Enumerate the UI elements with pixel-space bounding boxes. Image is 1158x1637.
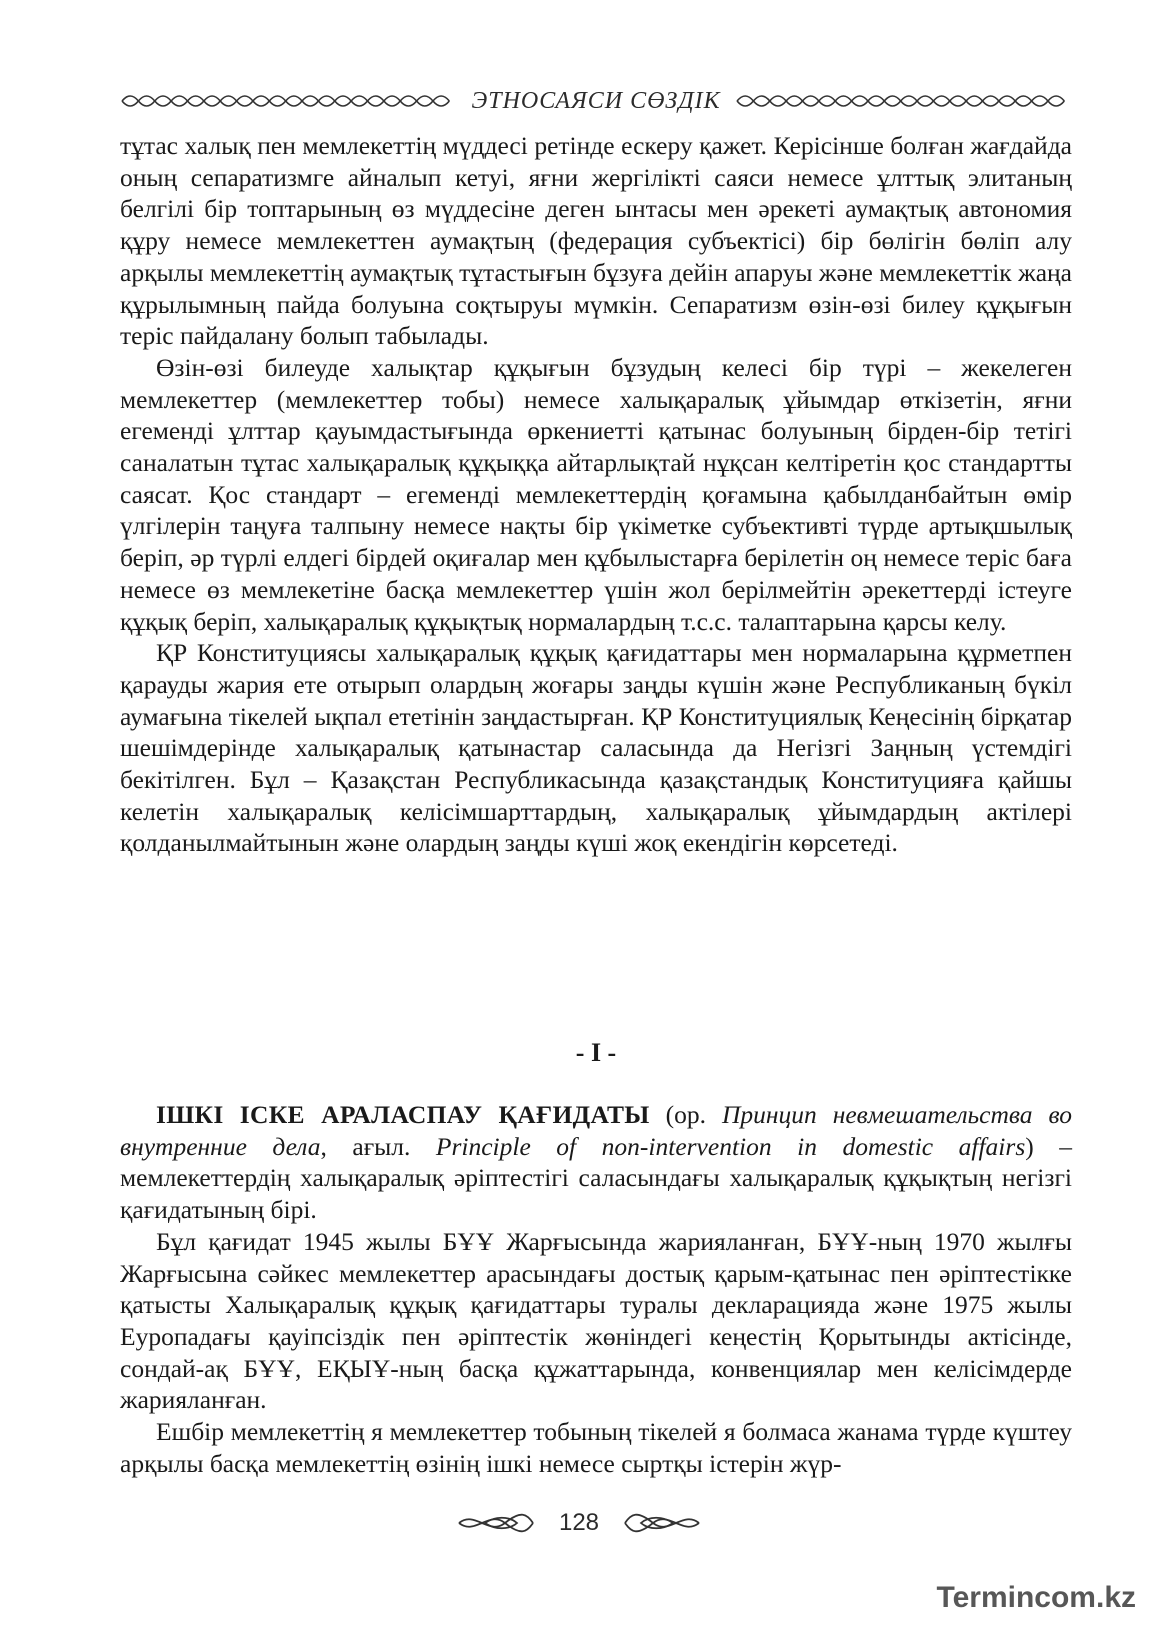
- section-letter-heading: - І -: [575, 1038, 617, 1067]
- entry-headword: ІШКІ ІСКЕ АРАЛАСПАУ ҚАҒИДАТЫ: [156, 1100, 650, 1129]
- page-number: 128: [558, 1509, 600, 1536]
- body-text: [120, 130, 1072, 859]
- paragraph: тұтас халық пен мемлекеттің мүддесі ретінде ескеру қажет. Керісінше болған жағдайда оның сепаратизмге айналып кетуі, яғни жергілікті саяси немесе ұлттық элитаның белгілі бір топтарының өз мүддесіне деген ынтасы мен әрекеті аумақтық автономия құру немесе мемлекеттен аумақтың (федерация субъектісі) бір бөлігін бөліп алу арқылы мемлекеттің аумақтық тұтастығын бұзуға дейін апаруы және мемлекеттік жаңа құрылымның пайда болуына соқтыруы мүмкін. Сепаратизм өзін-өзі билеу құқығын теріс пайдалану болып табылады.: [120, 131, 1072, 351]
- russian-prefix: (ор.: [665, 1100, 706, 1129]
- dictionary-entry: [120, 1099, 1072, 1479]
- english-term: Principle of non-intervention in domestic affairs: [435, 1131, 1026, 1161]
- russian-term: Принцип невмешательства во внутренние дела: [120, 1100, 1072, 1161]
- watermark-text: Termincom.kz: [936, 1581, 1136, 1614]
- ornamental-band-icon: [735, 90, 1073, 112]
- english-prefix: , ағыл.: [320, 1131, 411, 1161]
- watermark-logo: [937, 1581, 1137, 1615]
- flourish-icon: [621, 1510, 703, 1536]
- page-footer: [0, 1505, 1158, 1541]
- paragraph: ҚР Конституциясы халықаралық құқық қағидаттары мен нормаларына құрметпен қарауды жария ете отырып олардың жоғары заңды күшін және Республиканың бүкіл аумағына тікелей ықпал ететінін заңдастырған. ҚР Конституциялық Кеңесінің бірқатар шешімдерінде халықаралық қатынастар саласында да Негізгі Заңның үстемдігі бекітілген. Бұл – Қазақстан Республикасында қазақстандық Конституцияға қайшы келетін халықаралық келісімшарттардың, халықаралық ұйымдардың актілері қолданылмайтынын және олардың заңды күші жоқ екендігін көрсетеді.: [120, 638, 1072, 858]
- flourish-icon: [455, 1510, 537, 1536]
- ornamental-band-icon: [120, 90, 458, 112]
- running-title: ЭТНОСАЯСИ СӨЗДІК: [471, 87, 721, 114]
- paragraph: Ешбір мемлекеттің я мемлекеттер тобының тікелей я болмаса жанама түрде күштеу арқылы басқа мемлекеттің өзінің ішкі немесе сыртқы істерін жүр-: [120, 1417, 1072, 1478]
- paragraph: Өзін-өзі билеуде халықтар құқығын бұзудың келесі бір түрі – жекелеген мемлекеттер (мемлекеттер тобы) немесе халықаралық ұйымдар өткізетін, яғни егеменді ұлттар қауымдастығында өркениетті қатынас болуының бірден-бір тетігі саналатын тұтас халықаралық құқыққа айтарлықтай нұқсан келтіретін қос стандартты саясат. Қос стандарт – егеменді мемлекеттердің қоғамына қабылданбайтын өмір үлгілерін таңуға талпыну немесе нақты бір үкіметке субъективті түрде артықшылық беріп, әр түрлі елдегі бірдей оқиғалар мен құбылыстарға берілетін оң немесе теріс баға немесе өз мемлекетіне басқа мемлекеттер үшін жол берілмейтін әрекеттерді істеуге құқық беріп, халықаралық құқықтық нормалардың т.с.с. талаптарына қарсы келу.: [120, 352, 1072, 636]
- entry-definition: ) – мемлекеттердің халықаралық әріптестігі саласындағы халықаралық құқықтың негізгі қағидатының бірі.: [120, 1131, 1073, 1225]
- paragraph: Бұл қағидат 1945 жылы БҰҰ Жарғысында жарияланған, БҰҰ-ның 1970 жылғы Жарғысына сәйкес мемлекеттер арасындағы достық қарым-қатынас пен әріптестікке қатысты Халықаралық құқық қағидаттары туралы декларацияда және 1975 жылы Еуропадағы қауіпсіздік пен әріптестік жөніндегі кеңестің Қорытынды актісінде, сондай-ақ БҰҰ, ЕҚЫҰ-ның басқа құжаттарында, конвенциялар мен келісімдерде жарияланған.: [120, 1226, 1072, 1415]
- entry-lead-paragraph: [120, 1099, 1072, 1226]
- running-head: [120, 86, 1072, 116]
